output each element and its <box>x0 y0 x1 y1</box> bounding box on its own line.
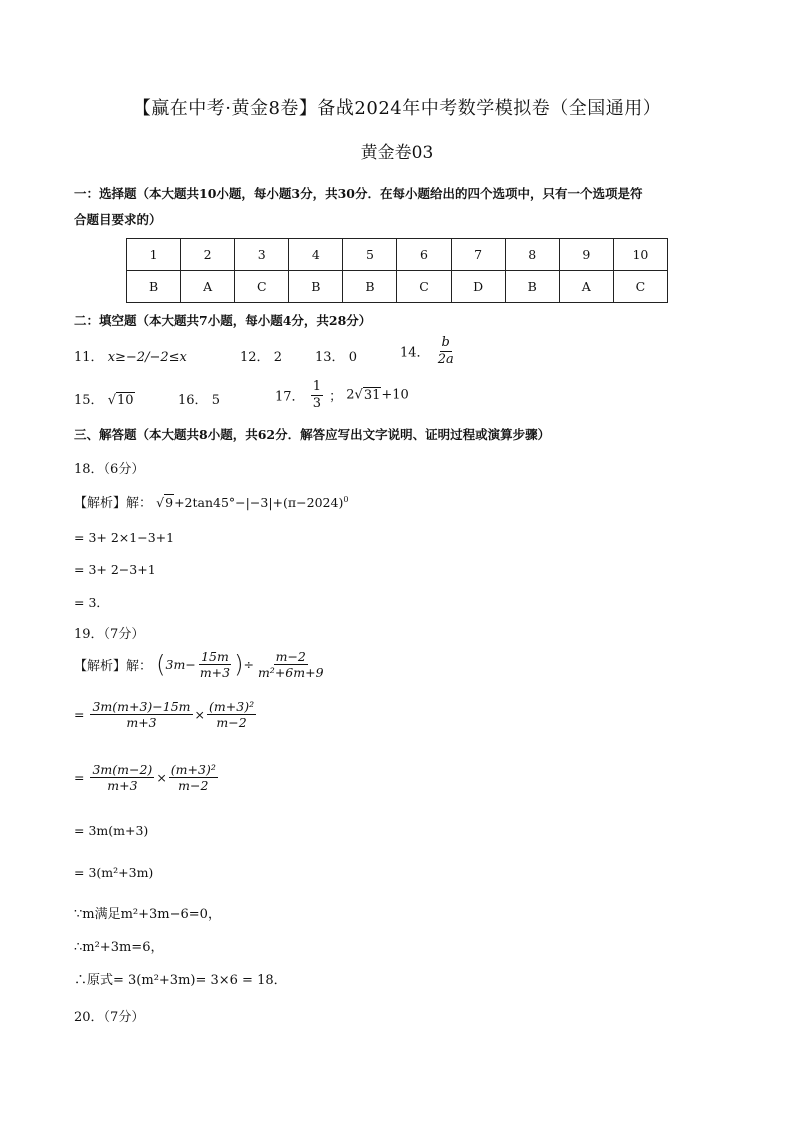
q19-step4: = 3(m²+3m) <box>74 865 154 880</box>
answer-table <box>126 238 668 303</box>
q19-step3: = 3m(m+3) <box>74 823 149 838</box>
paren-open: ( <box>283 495 288 510</box>
section3-heading: 三、解答题（本大题共8小题，共62分．解答应写出文字说明、证明过程或演算步骤） <box>74 427 551 442</box>
q18-formula <box>156 495 348 510</box>
q18-mid: +2tan45°− <box>174 495 246 510</box>
table-cell: A <box>181 271 235 303</box>
table-cell: 9 <box>559 239 613 271</box>
table-cell: B <box>505 271 559 303</box>
q18-plus: + <box>272 495 284 510</box>
table-cell: 3 <box>235 239 289 271</box>
answer-12 <box>240 346 282 365</box>
answer-15-value: 10 <box>116 393 134 408</box>
q18-label: 18．（6分） <box>74 462 145 477</box>
answer-14-fraction <box>436 336 456 366</box>
q18-step2: = 3+ 2−3+1 <box>74 562 156 577</box>
answer-16 <box>178 389 220 408</box>
q19-divide: ÷ <box>243 657 254 673</box>
fraction-denominator: m²+6m+9 <box>257 665 324 681</box>
q19-e2-fraction-b <box>207 700 256 729</box>
answer-11 <box>74 346 187 365</box>
answer-table-answers-row <box>127 271 668 303</box>
q18-paren: π−2024 <box>287 495 339 510</box>
q19-intro: 【解析】解： <box>74 659 153 675</box>
sqrt-sign: √ <box>156 495 165 510</box>
fraction-numerator: b <box>441 335 450 350</box>
answer-17-second <box>346 387 409 403</box>
answer-table-numbers-row <box>127 239 668 271</box>
paren-close: ) <box>338 495 344 510</box>
q18-expression <box>74 492 348 511</box>
fraction-numerator: m−2 <box>275 649 306 664</box>
answer-17-separator: ； <box>329 389 343 405</box>
answer-17-label: 17． <box>275 389 305 405</box>
table-cell: 8 <box>505 239 559 271</box>
q19-e3-fraction-a <box>90 763 154 792</box>
table-cell: 5 <box>343 239 397 271</box>
answer-12-label: 12． <box>240 350 270 365</box>
table-cell: B <box>127 271 181 303</box>
table-cell: B <box>289 271 343 303</box>
section2-heading: 二：填空题（本大题共7小题，每小题4分，共28分） <box>74 313 372 328</box>
answer-17-coef: 2 <box>346 387 355 403</box>
paren-close: ) <box>234 650 244 679</box>
section1-heading-line2: 合题目要求的） <box>74 212 162 227</box>
q18-step1: = 3+ 2×1−3+1 <box>74 530 175 545</box>
times-sign: × <box>194 707 206 723</box>
fraction-denominator: m−2 <box>216 715 247 731</box>
paren-open: ( <box>156 650 166 679</box>
table-cell: C <box>397 271 451 303</box>
table-cell: B <box>343 271 397 303</box>
answer-12-value: 2 <box>273 350 282 365</box>
q18-intro: 【解析】解： <box>74 496 153 511</box>
q19-e3-fraction-b <box>169 763 218 792</box>
q19-step2 <box>74 763 220 792</box>
q19-therefore1: ∴m²+3m=6， <box>74 940 164 955</box>
answer-16-label: 16． <box>178 393 208 408</box>
abs-bar: | <box>245 495 250 510</box>
fraction-denominator: m+3 <box>126 715 157 731</box>
q19-since: ∵m满足m²+3m−6=0， <box>74 907 221 922</box>
answer-14-label: 14． <box>400 345 430 361</box>
table-cell: 4 <box>289 239 343 271</box>
answer-13-label: 13． <box>315 350 345 365</box>
answer-17-tail: +10 <box>381 387 409 403</box>
table-cell: C <box>235 271 289 303</box>
table-cell: 1 <box>127 239 181 271</box>
abs-bar: | <box>268 495 273 510</box>
answer-13-value: 0 <box>348 350 357 365</box>
q19-label: 19．（7分） <box>74 627 145 642</box>
equals-sign: = <box>74 770 85 786</box>
answer-17 <box>275 380 409 410</box>
equals-sign: = <box>74 707 85 723</box>
fraction-denominator: 2a <box>437 351 454 367</box>
table-cell: 7 <box>451 239 505 271</box>
q18-radicand: 9 <box>165 495 174 510</box>
table-cell: 10 <box>613 239 667 271</box>
page-title: 【赢在中考·黄金8卷】备战2024年中考数学模拟卷（全国通用） <box>132 98 662 119</box>
table-cell: 2 <box>181 239 235 271</box>
answer-11-value: x≥−2/−2≤x <box>107 350 187 365</box>
q19-e1-a: 3m− <box>165 657 196 673</box>
fraction-denominator: 3 <box>312 395 321 411</box>
section1-heading-line1: 一：选择题（本大题共10小题，每小题3分，共30分．在每小题给出的四个选项中，只有一个选项是符 <box>74 186 643 201</box>
q19-expression <box>74 650 328 679</box>
fraction-denominator: m−2 <box>178 778 209 794</box>
times-sign: × <box>156 770 167 786</box>
table-cell: D <box>451 271 505 303</box>
answer-15-label: 15． <box>74 393 104 408</box>
table-cell: A <box>559 271 613 303</box>
q19-formula <box>156 649 327 681</box>
answer-17-fraction <box>311 380 323 410</box>
q19-therefore2: ∴原式= 3(m²+3m)= 3×6 = 18． <box>74 973 287 988</box>
q19-step1 <box>74 700 258 729</box>
q19-e1-divisor <box>256 650 326 679</box>
q20-label: 20．（7分） <box>74 1010 145 1025</box>
table-cell: 6 <box>397 239 451 271</box>
fraction-denominator: m+3 <box>199 665 231 681</box>
answer-14 <box>400 336 458 366</box>
q18-exponent: 0 <box>343 494 349 504</box>
answer-13 <box>315 346 357 365</box>
fraction-numerator: (m+3)² <box>209 699 255 714</box>
q19-e1-fraction <box>198 650 232 679</box>
table-cell: C <box>613 271 667 303</box>
fraction-numerator: 3m(m−2) <box>92 762 153 777</box>
q18-abs: −3 <box>249 495 269 510</box>
page-subtitle: 黄金卷03 <box>360 143 434 163</box>
fraction-numerator: 3m(m+3)−15m <box>92 699 191 714</box>
fraction-denominator: m+3 <box>107 778 138 794</box>
sqrt-sign: √ <box>107 393 116 408</box>
fraction-numerator: 1 <box>312 379 321 394</box>
sqrt-sign: √ <box>354 387 363 403</box>
fraction-numerator: 15m <box>201 649 229 664</box>
q18-step3: = 3． <box>74 595 109 610</box>
answer-11-label: 11． <box>74 350 104 365</box>
q19-e2-fraction-a <box>90 700 192 729</box>
answer-15 <box>74 389 135 408</box>
fraction-numerator: (m+3)² <box>170 762 216 777</box>
answer-17-radicand: 31 <box>363 387 381 403</box>
answer-16-value: 5 <box>211 393 220 408</box>
